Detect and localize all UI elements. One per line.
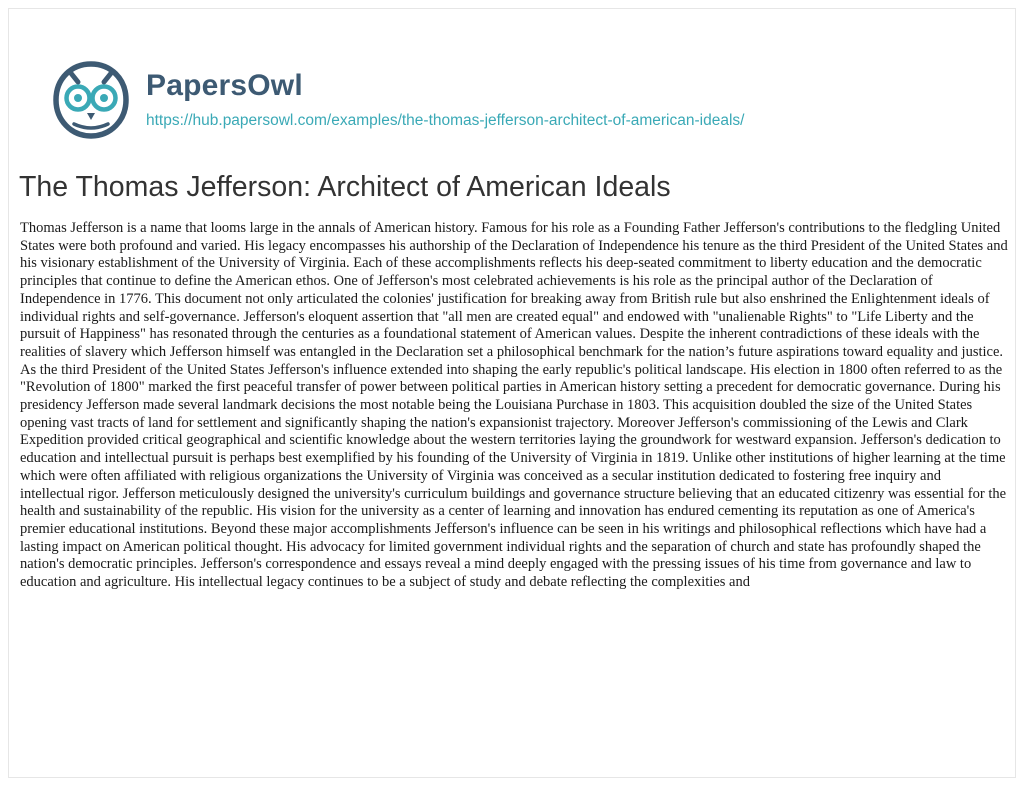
source-url-link[interactable]: https://hub.papersowl.com/examples/the-thomas-jefferson-architect-of-american-ideals/	[146, 112, 745, 129]
owl-logo-icon	[48, 58, 134, 142]
brand-name: PapersOwl	[146, 69, 303, 102]
header	[48, 58, 744, 142]
brand	[146, 68, 744, 132]
document-body: Thomas Jefferson is a name that looms large in the annals of American history. Famous for his role as a Founding Father Jefferson's contributions to the fledgling United States were both profound and varied. His legacy encompasses his authorship of the Declaration of Independence his tenure as the third President of the United States and his visionary establishment of the University of Virginia. Each of these accomplishments reflects his deep-seated commitment to liberty education and the democratic principles that continue to define the American ethos. One of Jefferson's most celebrated achievements is his role as the principal author of the Declaration of Independence in 1776. This document not only articulated the colonies' justification for breaking away from British rule but also enshrined the Enlightenment ideals of individual rights and self-governance. Jefferson's eloquent assertion that "all men are created equal" and endowed with "unalienable Rights" to "Life Liberty and the pursuit of Happiness" has resonated through the centuries as a foundational statement of American values. Despite the inherent contradictions of these ideals with the realities of slavery which Jefferson himself was entangled in the Declaration set a philosophical benchmark for the nation’s future aspirations toward equality and justice. As the third President of the United States Jefferson's influence extended into shaping the early republic's political landscape. His election in 1800 often referred to as the "Revolution of 1800" marked the first peaceful transfer of power between political parties in American history setting a precedent for democratic governance. During his presidency Jefferson made several landmark decisions the most notable being the Louisiana Purchase in 1803. This acquisition doubled the size of the United States opening vast tracts of land for settlement and significantly shaping the nation's expansionist trajectory. Moreover Jefferson's commissioning of the Lewis and Clark Expedition provided critical geographical and scientific knowledge about the western territories laying the groundwork for westward expansion. Jefferson's dedication to education and intellectual pursuit is perhaps best exemplified by his founding of the University of Virginia in 1819. Unlike other institutions of higher learning at the time which were often affiliated with religious organizations the University of Virginia was conceived as a secular institution dedicated to fostering free inquiry and intellectual rigor. Jefferson meticulously designed the university's curriculum buildings and governance structure believing that an educated citizenry was essential for the health and sustainability of the republic. His vision for the university as a center of learning and innovation has endured cementing its reputation as one of America's premier educational institutions. Beyond these major accomplishments Jefferson's influence can be seen in his writings and philosophical reflections which have had a lasting impact on American political thought. His advocacy for limited government individual rights and the separation of church and state has profoundly shaped the nation's democratic principles. Jefferson's correspondence and essays reveal a mind deeply engaged with the pressing issues of his time from governance and law to education and agriculture. His intellectual legacy continues to be a subject of study and debate reflecting the complexities and	[20, 220, 1008, 591]
document-title: The Thomas Jefferson: Architect of American Ideals	[19, 171, 671, 203]
